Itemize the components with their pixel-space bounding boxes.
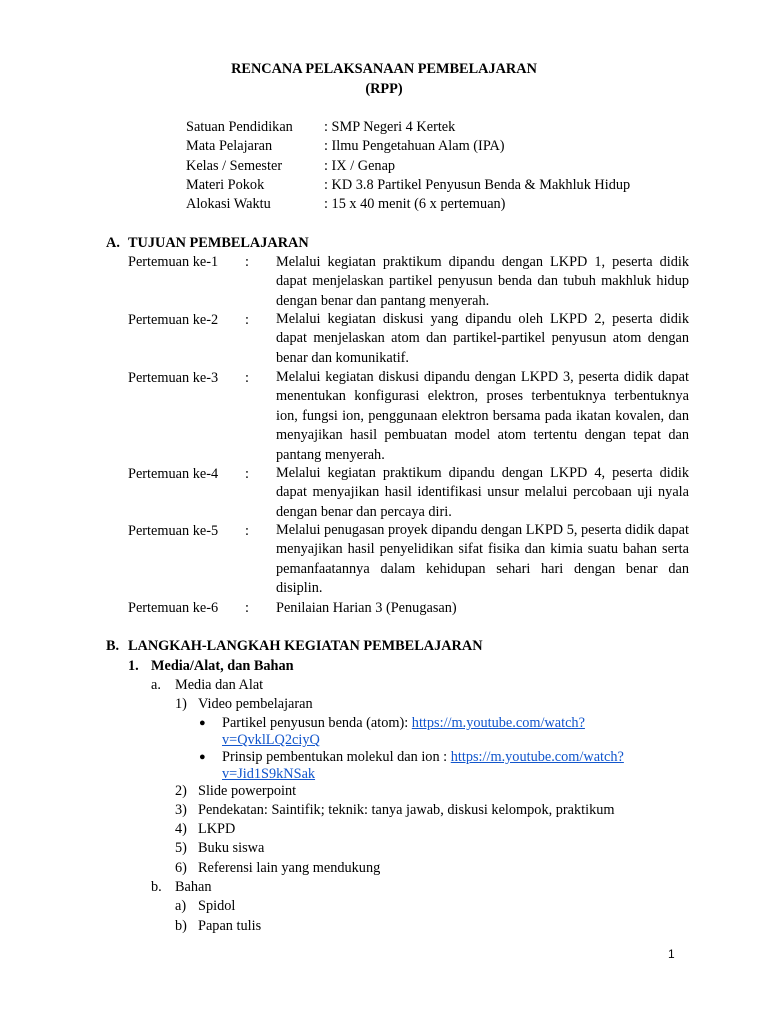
identity-row <box>0 156 768 176</box>
bullet-icon: ● <box>199 717 206 729</box>
page-number: 1 <box>668 947 675 961</box>
meeting-label: Pertemuan ke-3 <box>128 370 219 386</box>
list-item: Slide powerpoint <box>198 783 297 799</box>
video-link-tail[interactable]: v=Jid1S9kNSak <box>222 766 316 782</box>
subsection-heading: Media/Alat, dan Bahan <box>151 658 294 674</box>
meeting-label: Pertemuan ke-6 <box>128 600 219 616</box>
bahan-heading: Bahan <box>175 879 212 895</box>
list-item: Papan tulis <box>198 918 262 934</box>
meeting-text: Melalui kegiatan praktikum dipandu dengan LKPD 4, peserta didik dapat menyajikan hasil identifikasi unsur melalui percobaan uji nyala dengan benar dan percaya diri. <box>276 465 689 520</box>
list-number: a) <box>175 898 187 914</box>
section-a-heading: TUJUAN PEMBELAJARAN <box>128 235 309 251</box>
meeting-text: Melalui penugasan proyek dipandu dengan LKPD 5, peserta didik dapat menyajikan hasil penyelidikan sifat fisika dan kimia suatu bahan serta pemanfaatannya dalam kehidupan sehari hari dengan benar dan disiplin. <box>276 522 689 597</box>
meeting-label: Pertemuan ke-5 <box>128 523 219 539</box>
media-alat-heading: Media dan Alat <box>175 677 264 693</box>
identity-label: Kelas / Semester <box>186 158 283 174</box>
video-link[interactable]: https://m.youtube.com/watch? <box>411 715 585 731</box>
meeting-colon: : <box>245 466 249 482</box>
meeting-label: Pertemuan ke-2 <box>128 312 219 328</box>
list-number: 3) <box>175 802 187 818</box>
video-link-tail[interactable]: v=QvklLQ2ciyQ <box>222 732 320 748</box>
list-number: 6) <box>175 860 187 876</box>
identity-row <box>0 136 768 156</box>
section-b-heading: LANGKAH-LANGKAH KEGIATAN PEMBELAJARAN <box>128 638 483 654</box>
document-title: RENCANA PELAKSANAAN PEMBELAJARAN <box>231 61 537 77</box>
list-number: 4) <box>175 821 187 837</box>
identity-label: Mata Pelajaran <box>186 138 273 154</box>
identity-label: Alokasi Waktu <box>186 196 271 212</box>
meeting-label: Pertemuan ke-4 <box>128 466 219 482</box>
video-label: Prinsip pembentukan molekul dan ion : <box>222 749 451 765</box>
section-b-letter: B. <box>106 638 120 654</box>
list-number: 5) <box>175 840 187 856</box>
list-item: Spidol <box>198 898 236 914</box>
meeting-text: Penilaian Harian 3 (Penugasan) <box>276 600 457 616</box>
list-number: b) <box>175 918 187 934</box>
identity-row <box>0 194 768 214</box>
document-subtitle: (RPP) <box>365 81 403 97</box>
list-letter-b: b. <box>151 879 162 895</box>
identity-value: : Ilmu Pengetahuan Alam (IPA) <box>324 138 505 154</box>
meeting-colon: : <box>245 312 249 328</box>
identity-row <box>0 175 768 195</box>
subsection-number: 1. <box>128 658 139 674</box>
meeting-label: Pertemuan ke-1 <box>128 254 219 270</box>
list-item: Referensi lain yang mendukung <box>198 860 381 876</box>
list-item: Buku siswa <box>198 840 265 856</box>
identity-label: Satuan Pendidikan <box>186 119 293 135</box>
identity-row <box>0 117 768 137</box>
list-number: 1) <box>175 696 187 712</box>
identity-value: : IX / Genap <box>324 158 396 174</box>
video-link[interactable]: https://m.youtube.com/watch? <box>450 749 624 765</box>
identity-label: Materi Pokok <box>186 177 265 193</box>
identity-value: : SMP Negeri 4 Kertek <box>324 119 456 135</box>
meeting-colon: : <box>245 254 249 270</box>
video-label: Partikel penyusun benda (atom): <box>222 715 412 731</box>
bullet-icon: ● <box>199 751 206 763</box>
list-letter-a: a. <box>151 677 161 693</box>
identity-value: : KD 3.8 Partikel Penyusun Benda & Makhluk Hidup <box>324 177 631 193</box>
meeting-colon: : <box>245 523 249 539</box>
meeting-colon: : <box>245 600 249 616</box>
list-item: Pendekatan: Saintifik; teknik: tanya jawab, diskusi kelompok, praktikum <box>198 802 615 818</box>
list-item: Video pembelajaran <box>198 696 313 712</box>
meeting-text: Melalui kegiatan praktikum dipandu dengan LKPD 1, peserta didik dapat menjelaskan partikel penyusun benda dan tubuh makhluk hidup dengan benar dan pantang menyerah. <box>276 254 689 309</box>
list-item: LKPD <box>198 821 236 837</box>
meeting-colon: : <box>245 370 249 386</box>
meeting-text: Melalui kegiatan diskusi yang dipandu oleh LKPD 2, peserta didik dapat menjelaskan atom dan partikel-partikel penyusun atom dengan benar dan komunikatif. <box>276 311 689 366</box>
section-a-letter: A. <box>106 235 120 251</box>
meeting-text: Melalui kegiatan diskusi dipandu dengan LKPD 3, peserta didik dapat menentukan konfigurasi elektron, proses terbentuknya terbentuknya ion, fungsi ion, penggunaan elektron bersama pada ikatan kovalen, dan menyajikan hasil pembuatan model atom tertentu dengan tepat dan pantang menyerah. <box>276 369 689 463</box>
identity-value: : 15 x 40 menit (6 x pertemuan) <box>324 196 506 212</box>
list-number: 2) <box>175 783 187 799</box>
